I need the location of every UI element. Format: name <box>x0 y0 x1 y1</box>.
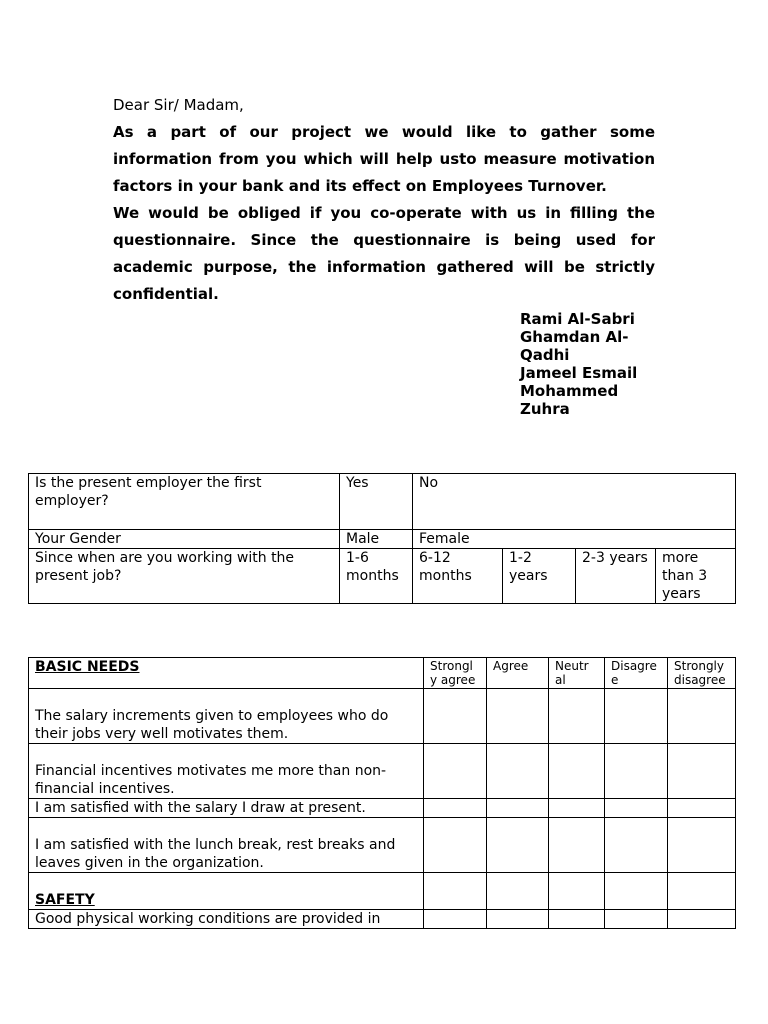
answer-cell[interactable] <box>549 910 605 929</box>
answer-cell[interactable] <box>424 873 487 910</box>
statement-breaks-leaves: I am satisfied with the lunch break, rest breaks and leaves given in the organization. <box>29 818 424 873</box>
option-2-3-years[interactable]: 2-3 years <box>576 549 656 604</box>
answer-cell[interactable] <box>487 910 549 929</box>
table-row <box>29 689 736 744</box>
statement-working-conditions: Good physical working conditions are provided in <box>29 910 424 929</box>
answer-cell[interactable] <box>549 799 605 818</box>
scale-strongly-agree: Strongl y agree <box>424 658 487 689</box>
answer-cell[interactable] <box>668 873 736 910</box>
answer-cell[interactable] <box>549 873 605 910</box>
signature-line: Zuhra <box>520 400 570 418</box>
answer-cell[interactable] <box>424 744 487 799</box>
option-male[interactable]: Male <box>340 530 413 549</box>
answer-cell[interactable] <box>605 818 668 873</box>
cover-letter <box>113 92 655 308</box>
signature-line: Mohammed <box>520 382 619 400</box>
answer-cell[interactable] <box>668 910 736 929</box>
table-row <box>29 818 736 873</box>
answer-cell[interactable] <box>487 818 549 873</box>
signature-line: Ghamdan Al- <box>520 328 629 346</box>
answer-cell[interactable] <box>605 689 668 744</box>
answer-cell[interactable] <box>487 744 549 799</box>
section-safety: SAFETY <box>29 873 424 910</box>
question-first-employer: Is the present employer the first employer? <box>29 474 340 530</box>
signature-line: Jameel Esmail <box>520 364 638 382</box>
scale-disagree: Disagre e <box>605 658 668 689</box>
greeting: Dear Sir/ Madam, <box>113 96 244 114</box>
answer-cell[interactable] <box>668 689 736 744</box>
answer-cell[interactable] <box>605 910 668 929</box>
respondent-info-table <box>28 473 736 604</box>
answer-cell[interactable] <box>487 873 549 910</box>
answer-cell[interactable] <box>424 689 487 744</box>
answer-cell[interactable] <box>549 818 605 873</box>
table-row <box>29 910 736 929</box>
signature-block <box>520 310 670 418</box>
scale-strongly-disagree: Strongly disagree <box>668 658 736 689</box>
option-yes[interactable]: Yes <box>340 474 413 530</box>
table-row <box>29 744 736 799</box>
table-row <box>29 873 736 910</box>
signature-line: Qadhi <box>520 346 570 364</box>
statement-salary-satisfaction: I am satisfied with the salary I draw at present. <box>29 799 424 818</box>
question-gender: Your Gender <box>29 530 340 549</box>
option-1-2-years[interactable]: 1-2 years <box>503 549 576 604</box>
option-no[interactable]: No <box>413 474 736 530</box>
answer-cell[interactable] <box>424 818 487 873</box>
option-6-12-months[interactable]: 6-12 months <box>413 549 503 604</box>
answer-cell[interactable] <box>549 744 605 799</box>
table-row <box>29 799 736 818</box>
option-female[interactable]: Female <box>413 530 736 549</box>
letter-paragraph-1: As a part of our project we would like to gather some information from you which will help usto measure motivation factors in your bank and its effect on Employees Turnover. <box>113 123 655 195</box>
answer-cell[interactable] <box>424 799 487 818</box>
answer-cell[interactable] <box>424 910 487 929</box>
answer-cell[interactable] <box>668 744 736 799</box>
scale-agree: Agree <box>487 658 549 689</box>
answer-cell[interactable] <box>605 799 668 818</box>
statement-financial-incentives: Financial incentives motivates me more than non-financial incentives. <box>29 744 424 799</box>
signature-line: Rami Al-Sabri <box>520 310 635 328</box>
option-more-than-3-years[interactable]: more than 3 years <box>656 549 736 604</box>
answer-cell[interactable] <box>605 744 668 799</box>
question-tenure: Since when are you working with the present job? <box>29 549 340 604</box>
likert-survey-table <box>28 657 736 929</box>
statement-salary-increments: The salary increments given to employees who do their jobs very well motivates them. <box>29 689 424 744</box>
answer-cell[interactable] <box>668 818 736 873</box>
section-basic-needs: BASIC NEEDS <box>29 658 424 689</box>
letter-paragraph-2: We would be obliged if you co-operate with us in filling the questionnaire. Since the questionnaire is being used for academic purpose, the information gathered will be strictly confidential. <box>113 204 655 303</box>
answer-cell[interactable] <box>487 799 549 818</box>
scale-neutral: Neutr al <box>549 658 605 689</box>
answer-cell[interactable] <box>668 799 736 818</box>
answer-cell[interactable] <box>487 689 549 744</box>
option-1-6-months[interactable]: 1-6 months <box>340 549 413 604</box>
answer-cell[interactable] <box>605 873 668 910</box>
answer-cell[interactable] <box>549 689 605 744</box>
